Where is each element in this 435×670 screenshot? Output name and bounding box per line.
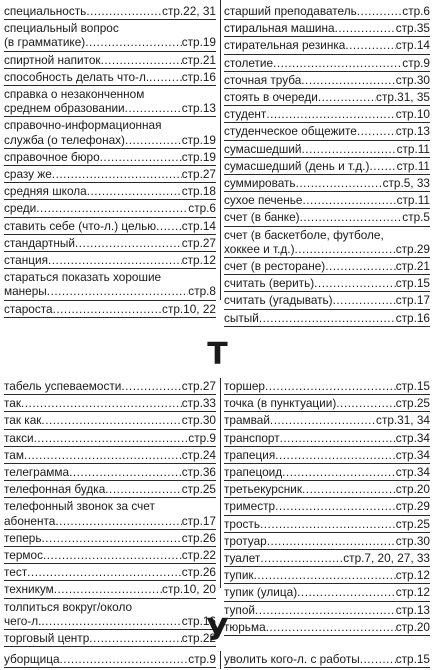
page-reference: стр.16 (181, 69, 216, 84)
page-reference: стр.11 (396, 158, 430, 173)
index-entry (4, 412, 216, 429)
page-reference: стр.21 (181, 52, 216, 67)
index-entry (224, 123, 430, 140)
index-entry (4, 651, 216, 668)
index-term: туалет (224, 551, 261, 566)
index-term: среднем образовании (4, 101, 125, 116)
page-reference: стр.26 (181, 530, 216, 545)
leader-dots (149, 70, 182, 84)
leader-dots (369, 159, 396, 173)
index-entry (224, 72, 430, 89)
page-reference: стр.5 (402, 210, 430, 225)
leader-dots (54, 582, 162, 596)
page-reference: стр.22 (181, 631, 216, 646)
index-entry-line (4, 133, 216, 147)
leader-dots (55, 514, 181, 528)
leader-dots (53, 302, 162, 316)
page-reference: стр.30 (395, 533, 430, 548)
page-reference: стр.27 (181, 167, 216, 182)
index-term: торговый центр (4, 631, 90, 646)
page-reference: стр.29 (395, 241, 430, 256)
leader-dots (280, 431, 396, 445)
section-letter-heading: У (205, 613, 230, 648)
page-reference: стр.10 (395, 107, 430, 122)
index-term: тупой (224, 602, 255, 617)
page-reference: стр.10, 20 (162, 582, 216, 597)
page-reference: стр.34 (395, 465, 430, 480)
page-reference: стр.35 (395, 21, 430, 36)
index-term: станция (4, 253, 48, 268)
right-index-column (224, 651, 430, 668)
index-entry (4, 301, 216, 318)
left-index-column (4, 378, 216, 647)
index-entry-line (224, 228, 430, 242)
index-entry (4, 3, 216, 20)
leader-dots (270, 413, 376, 427)
page-reference: стр.19 (181, 132, 216, 147)
index-entry (4, 69, 216, 86)
index-term: тупик (улица) (224, 585, 298, 600)
index-term: манеры (4, 284, 47, 299)
leader-dots (360, 652, 396, 666)
leader-dots (100, 150, 182, 164)
page-reference: стр.19 (181, 35, 216, 50)
index-term: так как (4, 413, 42, 428)
page-reference: стр.24 (181, 447, 216, 462)
leader-dots (275, 499, 396, 513)
index-entry (4, 166, 216, 183)
leader-dots (24, 448, 182, 462)
index-term: тротуар (224, 533, 267, 548)
index-entry-line (4, 101, 216, 115)
index-term: тест (4, 565, 28, 580)
index-entry (224, 464, 430, 481)
index-entry (4, 117, 216, 148)
index-entry (224, 141, 430, 158)
index-term: трапеция (224, 447, 276, 462)
leader-dots (275, 448, 396, 462)
index-entry (224, 192, 430, 209)
index-term: счет (в баскетболе, футболе, (224, 227, 384, 242)
index-term: счет (в банке) (224, 210, 300, 225)
index-entry (224, 37, 430, 54)
index-entry (224, 20, 430, 37)
index-entry (224, 550, 430, 567)
page-reference: стр.17 (395, 293, 430, 308)
index-entry (224, 378, 430, 395)
leader-dots (325, 259, 396, 273)
leader-dots (302, 482, 396, 496)
leader-dots (336, 396, 395, 410)
page-reference: стр.14 (181, 218, 216, 233)
column-divider (220, 0, 221, 300)
leader-dots (254, 568, 396, 582)
index-term: студент (224, 107, 267, 122)
index-entry (4, 547, 216, 564)
index-entry-line (4, 499, 216, 513)
index-term: уборщица (4, 652, 60, 666)
page-reference: стр.26 (181, 565, 216, 580)
index-term: точка (в пунктуации) (224, 396, 337, 411)
index-entry (224, 158, 430, 175)
page-reference: стр.9 (188, 430, 216, 445)
index-entry-line (4, 284, 216, 298)
index-term: термос (4, 548, 43, 563)
index-entry (4, 378, 216, 395)
page-reference: стр.16 (395, 310, 430, 325)
index-entry (4, 200, 216, 217)
page-reference: стр.8 (188, 284, 216, 299)
index-term: сумасшедший (224, 141, 302, 156)
page-reference: стр.31, 35 (376, 90, 430, 105)
index-term: спиртной напиток (4, 52, 101, 67)
page-reference: стр.13 (395, 124, 430, 139)
index-term: счет (в ресторане) (224, 259, 326, 274)
index-term: средняя школа (4, 184, 87, 199)
page-reference: стр.22 (181, 548, 216, 563)
index-term: суммировать (224, 176, 296, 191)
index-term: старший преподаватель (224, 4, 357, 18)
index-entry (224, 651, 430, 668)
leader-dots (75, 236, 182, 250)
leader-dots (335, 21, 396, 35)
index-entry (4, 235, 216, 252)
index-term: такси (4, 430, 34, 445)
leader-dots (266, 107, 395, 121)
leader-dots (36, 201, 188, 215)
leader-dots (265, 379, 396, 393)
index-entry (224, 106, 430, 123)
page-reference: стр.20 (395, 482, 430, 497)
page-reference: стр.27 (181, 235, 216, 250)
page-reference: стр.19 (181, 149, 216, 164)
leader-dots (105, 482, 181, 496)
page-reference: стр.6 (402, 4, 430, 18)
index-entry (224, 275, 430, 292)
index-entry (224, 430, 430, 447)
leader-dots (267, 534, 396, 548)
leader-dots (121, 379, 181, 393)
index-entry (4, 183, 216, 200)
page-reference: стр.34 (395, 430, 430, 445)
index-entry-line (4, 118, 216, 132)
index-entry-line (4, 270, 216, 284)
index-term: тюрьма (224, 619, 266, 634)
leader-dots (48, 253, 182, 267)
index-entry (4, 395, 216, 412)
page-reference: стр.15 (395, 379, 430, 393)
index-term: третьекурсник (224, 482, 303, 497)
index-entry (224, 498, 430, 515)
left-index-column (4, 651, 216, 668)
index-term: теперь (4, 530, 42, 545)
index-term: способность делать что-л. (4, 69, 150, 84)
page-reference: стр.30 (181, 413, 216, 428)
page-reference: стр.34 (395, 447, 430, 462)
leader-dots (156, 219, 182, 233)
index-term: торшер (224, 379, 265, 393)
index-term: толпиться вокруг/около (4, 599, 133, 614)
leader-dots (302, 142, 397, 156)
leader-dots (101, 53, 182, 67)
index-term: трапецоид (224, 465, 283, 480)
leader-dots (87, 184, 182, 198)
index-entry (224, 412, 430, 429)
index-entry (224, 258, 430, 275)
column-divider (220, 378, 221, 588)
section-letter-heading: Т (207, 337, 228, 372)
leader-dots (60, 652, 189, 666)
index-term: техникум (4, 582, 54, 597)
index-term: телефонный звонок за счет (4, 499, 155, 514)
leader-dots (296, 176, 383, 190)
index-term: тупик (224, 568, 254, 583)
index-term: стирательная резинка (224, 38, 346, 53)
page-reference: стр.15 (395, 652, 430, 666)
page-reference: стр.15 (395, 276, 430, 291)
page-reference: стр.16 (181, 613, 216, 628)
page-reference: стр.21 (395, 259, 430, 274)
index-entry (4, 498, 216, 529)
page-reference: стр.9 (188, 652, 216, 666)
index-term: считать (верить) (224, 276, 315, 291)
index-term: справочное бюро (4, 149, 100, 164)
leader-dots (42, 531, 182, 545)
index-term: сточная труба (224, 72, 302, 87)
index-term: служба (о телефонах) (4, 132, 125, 147)
index-entry (224, 533, 430, 550)
index-entry (224, 567, 430, 584)
index-term: хоккее и т.д.) (224, 241, 295, 256)
page-reference: стр.22, 31 (162, 4, 216, 18)
leader-dots (297, 585, 396, 599)
index-term: справочно-информационная (4, 118, 162, 133)
page-reference: стр.29 (395, 499, 430, 514)
index-term: трамвай (224, 413, 270, 428)
index-entry-line (4, 600, 216, 614)
leader-dots (318, 90, 376, 104)
index-entry (4, 218, 216, 235)
leader-dots (69, 465, 182, 479)
index-entry (4, 481, 216, 498)
index-term: транспорт (224, 430, 280, 445)
page-reference: стр.12 (395, 585, 430, 600)
index-entry (4, 581, 216, 598)
index-entry (4, 252, 216, 269)
page-reference: стр.9 (402, 55, 430, 70)
leader-dots (357, 4, 403, 18)
page-reference: стр.14 (395, 38, 430, 53)
index-term: абонента (4, 513, 56, 528)
index-entry (224, 209, 430, 226)
index-entry (4, 430, 216, 447)
index-term: так (4, 396, 21, 411)
index-term: староста (4, 301, 53, 316)
index-entry (224, 395, 430, 412)
index-term: табель успеваемости (4, 379, 122, 393)
right-index-column (224, 3, 430, 327)
leader-dots (273, 56, 402, 70)
leader-dots (41, 413, 181, 427)
page-reference: стр.30 (395, 72, 430, 87)
leader-dots (259, 311, 396, 325)
index-term: считать (угадывать) (224, 293, 333, 308)
right-index-column (224, 378, 430, 636)
index-term: стиральная машина (224, 21, 335, 36)
leader-dots (300, 210, 403, 224)
index-entry (224, 89, 430, 106)
index-entry (224, 227, 430, 258)
page-reference: стр.20 (395, 619, 430, 634)
index-entry-line (4, 514, 216, 528)
leader-dots (21, 396, 182, 410)
index-entry (224, 292, 430, 309)
page-reference: стр.31, 34 (376, 413, 430, 428)
index-term: триместр (224, 499, 276, 514)
page-reference: стр.27 (181, 379, 216, 393)
index-entry (224, 55, 430, 72)
leader-dots (125, 133, 182, 147)
index-term: стоять в очереди (224, 90, 318, 105)
index-entry (224, 310, 430, 327)
page-reference: стр.5, 33 (382, 176, 430, 191)
page-reference: стр.7, 20, 27, 33 (343, 551, 430, 566)
leader-dots (302, 193, 396, 207)
page-reference: стр.17 (181, 513, 216, 528)
index-term: трость (224, 516, 260, 531)
leader-dots (345, 38, 395, 52)
page-reference: стр.33 (181, 396, 216, 411)
index-term: сумасшедший (день и т.д.) (224, 158, 370, 173)
leader-dots (47, 284, 189, 298)
index-term: ставить себе (что-л.) целью (4, 218, 157, 233)
index-entry (224, 481, 430, 498)
leader-dots (86, 4, 162, 18)
page-reference: стр.25 (395, 516, 430, 531)
index-term: там (4, 447, 24, 462)
leader-dots (85, 35, 182, 49)
page-reference: стр.6 (188, 201, 216, 216)
page-reference: стр.13 (395, 602, 430, 617)
index-entry-line (224, 242, 430, 256)
index-term: специальный вопрос (4, 21, 119, 36)
index-entry (224, 447, 430, 464)
index-term: столетие (224, 55, 274, 70)
index-term: уволить кого-л. с работы (224, 652, 360, 666)
leader-dots (27, 565, 182, 579)
index-entry (4, 530, 216, 547)
leader-dots (357, 124, 396, 138)
page-reference: стр.25 (181, 482, 216, 497)
index-term: сухое печенье (224, 193, 303, 208)
index-entry-line (4, 87, 216, 101)
leader-dots (333, 293, 396, 307)
page-reference: стр.12 (181, 253, 216, 268)
page-reference: стр.25 (395, 396, 430, 411)
index-entry (224, 3, 430, 20)
index-entry (4, 52, 216, 69)
index-entry (224, 584, 430, 601)
index-term: сразу же (4, 167, 52, 182)
left-index-column (4, 3, 216, 318)
index-entry (4, 447, 216, 464)
index-term: (в грамматике) (4, 35, 86, 50)
leader-dots (52, 167, 182, 181)
page-reference: стр.12 (395, 568, 430, 583)
column-divider (220, 651, 221, 669)
index-term: телефонная будка (4, 482, 106, 497)
page-reference: стр.11 (396, 141, 430, 156)
page-reference: стр.18 (181, 184, 216, 199)
leader-dots (282, 465, 396, 479)
leader-dots (125, 101, 182, 115)
page-reference: стр.13 (181, 101, 216, 116)
index-entry (4, 269, 216, 300)
leader-dots (260, 517, 396, 531)
index-entry (224, 516, 430, 533)
index-entry (224, 175, 430, 192)
leader-dots (314, 276, 396, 290)
leader-dots (43, 548, 182, 562)
leader-dots (301, 73, 395, 87)
page-reference: стр.11 (396, 193, 430, 208)
index-entry (4, 464, 216, 481)
index-entry (4, 86, 216, 117)
page-reference: стр.10, 22 (162, 301, 216, 316)
index-term: стандартный (4, 235, 75, 250)
index-term: стараться показать хорошие (4, 270, 162, 285)
index-entry-line (4, 35, 216, 49)
index-entry (4, 20, 216, 51)
index-term: среди (4, 201, 37, 216)
index-term: студенческое общежите (224, 124, 357, 139)
page-reference: стр.36 (181, 465, 216, 480)
index-term: чего-л. (4, 613, 42, 628)
index-entry-line (4, 21, 216, 35)
leader-dots (295, 242, 396, 256)
index-entry (4, 149, 216, 166)
index-term: сытый (224, 310, 259, 325)
index-entry (4, 564, 216, 581)
leader-dots (260, 551, 343, 565)
index-term: телеграмма (4, 465, 70, 480)
index-term: справка о незаконченном (4, 87, 145, 102)
leader-dots (34, 431, 189, 445)
index-term: специальность (4, 4, 87, 18)
